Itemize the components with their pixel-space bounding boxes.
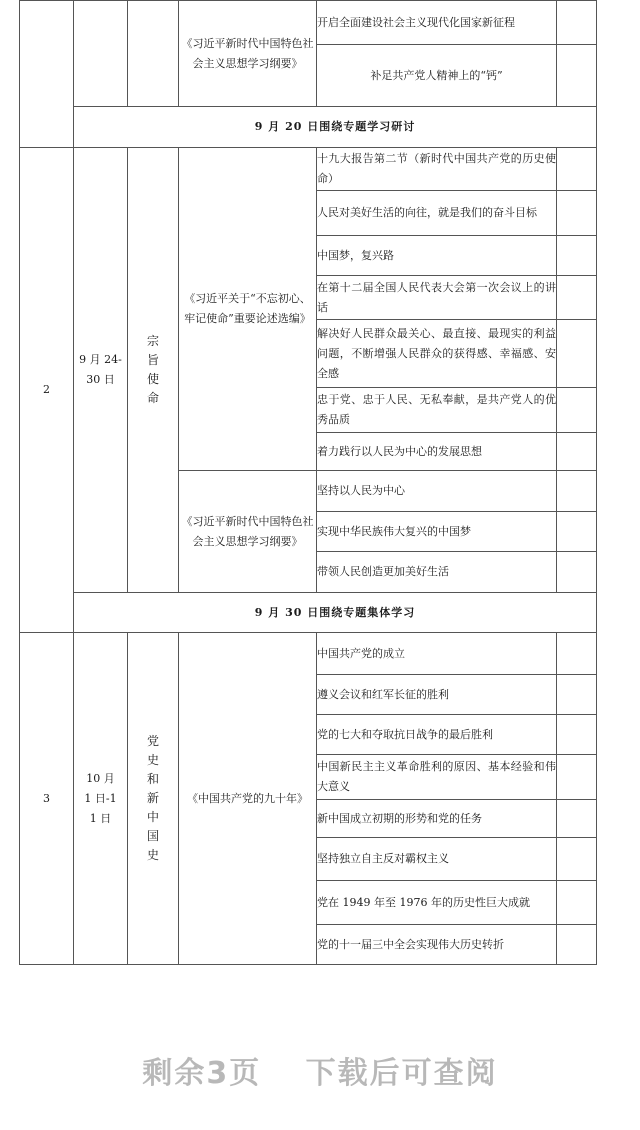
book-title: 《习近平新时代中国特色社会主义思想学习纲要》 bbox=[179, 1, 317, 107]
blank-cell bbox=[557, 320, 597, 388]
book-title: 《习近平关于“不忘初心、牢记使命”重要论述选编》 bbox=[179, 148, 317, 471]
blank-cell bbox=[557, 838, 597, 881]
blank-cell bbox=[557, 45, 597, 107]
row-number-cell: 2 bbox=[20, 148, 74, 633]
blank-cell bbox=[557, 633, 597, 675]
topic-item: 十九大报告第二节（新时代中国共产党的历史使命） bbox=[317, 148, 557, 191]
blank-cell bbox=[557, 552, 597, 593]
blank-cell bbox=[557, 236, 597, 276]
blank-cell bbox=[557, 433, 597, 471]
topic-item: 党的七大和夺取抗日战争的最后胜利 bbox=[317, 715, 557, 755]
book-title: 《习近平新时代中国特色社会主义思想学习纲要》 bbox=[179, 471, 317, 593]
topic-item: 中国新民主主义革命胜利的原因、基本经验和伟大意义 bbox=[317, 755, 557, 800]
date-label: 10 月 1 日-11 日 bbox=[84, 771, 117, 825]
blank-cell bbox=[557, 276, 597, 320]
blank-cell bbox=[557, 388, 597, 433]
theme-cell bbox=[128, 1, 179, 107]
topic-item: 在第十二届全国人民代表大会第一次会议上的讲话 bbox=[317, 276, 557, 320]
topic-item: 坚持独立自主反对霸权主义 bbox=[317, 838, 557, 881]
table-row bbox=[20, 593, 597, 633]
remaining-pages-label: 剩余3页 bbox=[142, 1056, 262, 1091]
topic-item: 忠于党、忠于人民、无私奉献，是共产党人的优秀品质 bbox=[317, 388, 557, 433]
topic-item: 开启全面建设社会主义现代化国家新征程 bbox=[317, 1, 557, 45]
topic-item: 带领人民创造更加美好生活 bbox=[317, 552, 557, 593]
topic-item: 党在 1949 年至 1976 年的历史性巨大成就 bbox=[317, 881, 557, 925]
table-row bbox=[20, 1, 597, 45]
topic-item: 中国梦，复兴路 bbox=[317, 236, 557, 276]
theme-cell bbox=[128, 148, 179, 593]
seminar-row-label: 9 月 20 日围绕专题学习研讨 bbox=[74, 107, 597, 148]
topic-item: 实现中华民族伟大复兴的中国梦 bbox=[317, 512, 557, 552]
topic-item: 人民对美好生活的向往，就是我们的奋斗目标 bbox=[317, 191, 557, 236]
table-row bbox=[20, 148, 597, 191]
blank-cell bbox=[557, 148, 597, 191]
blank-cell bbox=[557, 1, 597, 45]
date-cell bbox=[74, 1, 128, 107]
row-number-cell: 3 bbox=[20, 633, 74, 965]
seminar-row-label: 9 月 30 日围绕专题集体学习 bbox=[74, 593, 597, 633]
blank-cell bbox=[557, 191, 597, 236]
blank-cell bbox=[557, 715, 597, 755]
book-title: 《中国共产党的九十年》 bbox=[179, 633, 317, 965]
table-row bbox=[20, 633, 597, 675]
topic-item: 补足共产党人精神上的“钙” bbox=[317, 45, 557, 107]
blank-cell bbox=[557, 471, 597, 512]
topic-item: 中国共产党的成立 bbox=[317, 633, 557, 675]
blank-cell bbox=[557, 881, 597, 925]
topic-item: 党的十一届三中全会实现伟大历史转折 bbox=[317, 925, 557, 965]
date-cell bbox=[74, 633, 128, 965]
topic-item: 新中国成立初期的形势和党的任务 bbox=[317, 800, 557, 838]
topic-item: 坚持以人民为中心 bbox=[317, 471, 557, 512]
blank-cell bbox=[557, 755, 597, 800]
blank-cell bbox=[557, 925, 597, 965]
blank-cell bbox=[557, 675, 597, 715]
theme-label: 党史和新中国史 bbox=[146, 733, 159, 862]
blank-cell bbox=[557, 512, 597, 552]
download-prompt-banner[interactable] bbox=[0, 1048, 640, 1092]
theme-label: 宗旨使命 bbox=[146, 333, 159, 405]
row-number-cell bbox=[20, 1, 74, 148]
topic-item: 着力践行以人民为中心的发展思想 bbox=[317, 433, 557, 471]
theme-cell bbox=[128, 633, 179, 965]
study-schedule-table bbox=[19, 0, 597, 965]
date-cell: 9 月 24-30 日 bbox=[74, 148, 128, 593]
topic-item: 遵义会议和红军长征的胜利 bbox=[317, 675, 557, 715]
download-to-view-label: 下载后可查阅 bbox=[305, 1056, 498, 1091]
topic-item: 解决好人民群众最关心、最直接、最现实的利益问题，不断增强人民群众的获得感、幸福感、安全感 bbox=[317, 320, 557, 388]
table-row bbox=[20, 107, 597, 148]
blank-cell bbox=[557, 800, 597, 838]
